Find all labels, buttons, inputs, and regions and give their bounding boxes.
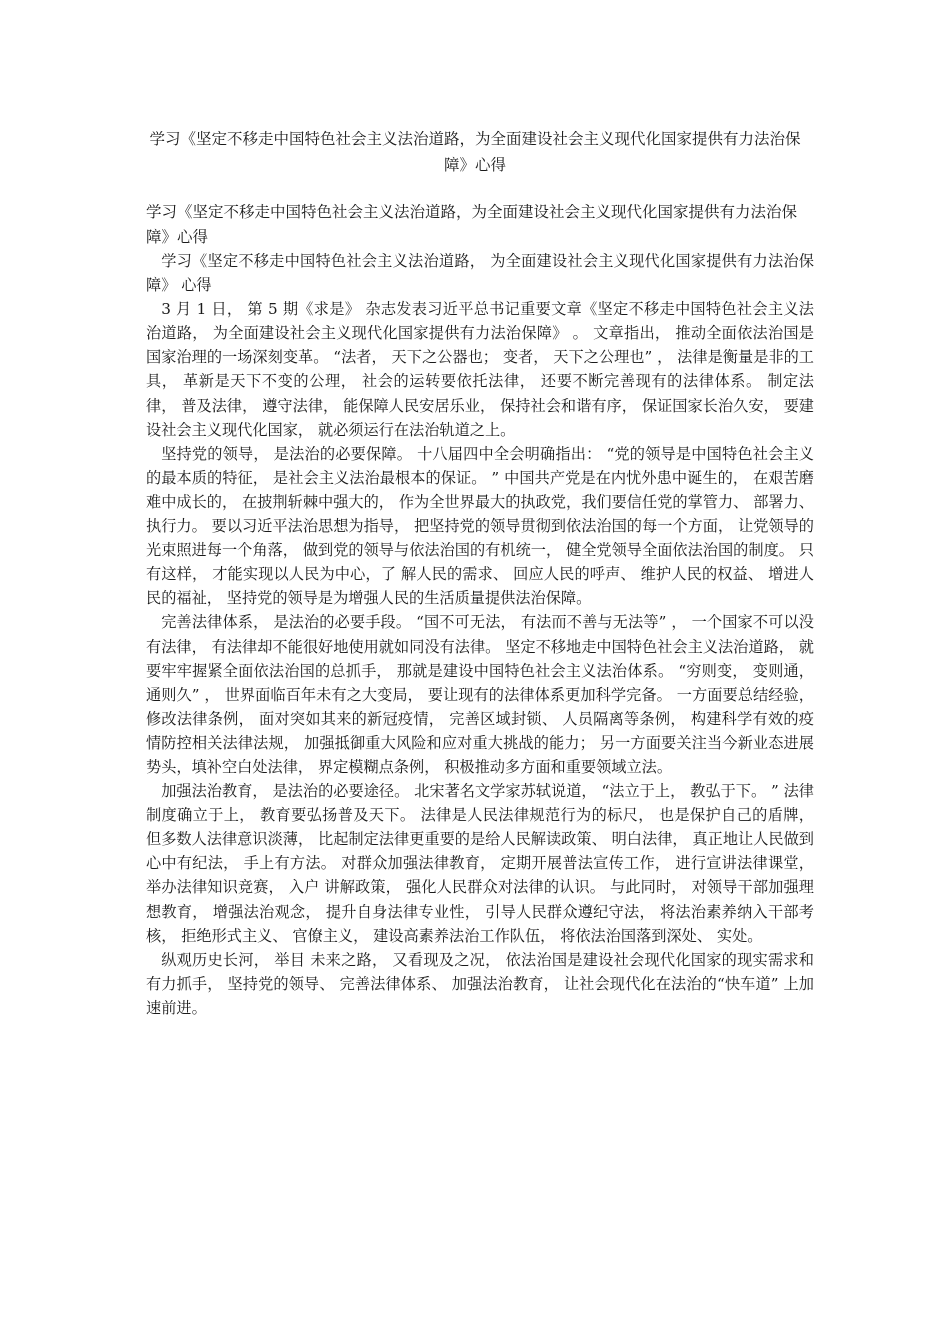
paragraph-conclusion: 纵观历史长河， 举目 未来之路， 又看现及之况， 依法治国是建设社会现代化国家的现实需求和有力抓手， 坚持党的领导、 完善法律体系、 加强法治教育， 让社会现代化在法治的“快车道” 上加速前进。: [146, 950, 814, 1017]
document-subtitle: 学习《坚定不移走中国特色社会主义法治道路，为全面建设社会主义现代化国家提供有力法治保障》心得: [146, 203, 798, 246]
paragraph-legal-system: 完善法律体系， 是法治的必要手段。 “国不可无法， 有法而不善与无法等” ， 一个国家不可以没有法律， 有法律却不能很好地使用就如同没有法律。 坚定不移地走中国特色社会主义法治道路， 就要牢牢握紧全面依法治国的总抓手， 那就是建设中国特色社会主义法治体系。 “穷则变， 变则通， 通则久” ， 世界面临百年未有之大变局， 要让现有的法律体系更加科学完备。 一方面要总结经验， 修改法律条例， 面对突如其来的新冠疫情， 完善区域封锁、 人员隔离等条例， 构建科学有效的疫情防控相关法律法规， 加强抵御重大风险和应对重大挑战的能力； 另一方面要关注当今新业态进展势头，填补空白处法律， 界定模糊点条例， 积极推动多方面和重要领域立法。: [146, 613, 814, 776]
paragraph-heading: 学习《坚定不移走中国特色社会主义法治道路， 为全面建设社会主义现代化国家提供有力法治保障》 心得: [146, 252, 814, 295]
document-body: [146, 249, 814, 1020]
paragraph-intro: 3 月 1 日， 第 5 期《求是》 杂志发表习近平总书记重要文章《坚定不移走中国特色社会主义法治道路， 为全面建设社会主义现代化国家提供有力法治保障》 。 文章指出， 推动全面依法治国是国家治理的一场深刻变革。 “法者， 天下之公器也； 变者， 天下之公理也” ， 法律是衡量是非的工具， 革新是天下不变的公理， 社会的运转要依托法律， 还要不断完善现有的法律体系。 制定法律， 普及法律， 遵守法律， 能保障人民安居乐业， 保持社会和谐有序， 保证国家长治久安， 要建设社会主义现代化国家， 就必须运行在法治轨道之上。: [146, 300, 814, 439]
document-title: 学习《坚定不移走中国特色社会主义法治道路，为全面建设社会主义现代化国家提供有力法治保障》心得: [149, 130, 801, 174]
paragraph-party-leadership: 坚持党的领导， 是法治的必要保障。 十八届四中全会明确指出： “党的领导是中国特色社会主义的最本质的特征， 是社会主义法治最根本的保证。 ” 中国共产党是在内忧外患中诞生的， 在艰苦磨难中成长的， 在披荆斩棘中强大的， 作为全世界最大的执政党，我们要信任党的掌管力、 部署力、 执行力。 要以习近平法治思想为指导， 把坚持党的领导贯彻到依法治国的每一个方面， 让党领导的光束照进每一个角落， 做到党的领导与依法治国的有机统一， 健全党领导全面依法治国的制度。 只有这样， 才能实现以人民为中心，了 解人民的需求、 回应人民的呼声、 维护人民的权益、 增进人民的福祉， 坚持党的领导是为增强人民的生活质量提供法治保障。: [146, 444, 814, 608]
paragraph-legal-education: 加强法治教育， 是法治的必要途径。 北宋著名文学家苏轼说道， “法立于上， 教弘于下。 ” 法律制度确立于上， 教育要弘扬普及天下。 法律是人民法律规范行为的标尺， 也是保护自己的盾牌， 但多数人法律意识淡薄， 比起制定法律更重要的是给人民解读政策、 明白法律， 真正地让人民做到心中有纪法， 手上有方法。 对群众加强法律教育， 定期开展普法宣传工作， 进行宣讲法律课堂， 举办法律知识竞赛， 入户 讲解政策， 强化人民群众对法律的认识。 与此同时， 对领导干部加强理想教育， 增强法治观念， 提升自身法律专业性， 引导人民群众遵纪守法， 将法治素养纳入干部考核， 拒绝形式主义、 官僚主义， 建设高素养法治工作队伍， 将依法治国落到深处、 实处。: [146, 782, 814, 945]
